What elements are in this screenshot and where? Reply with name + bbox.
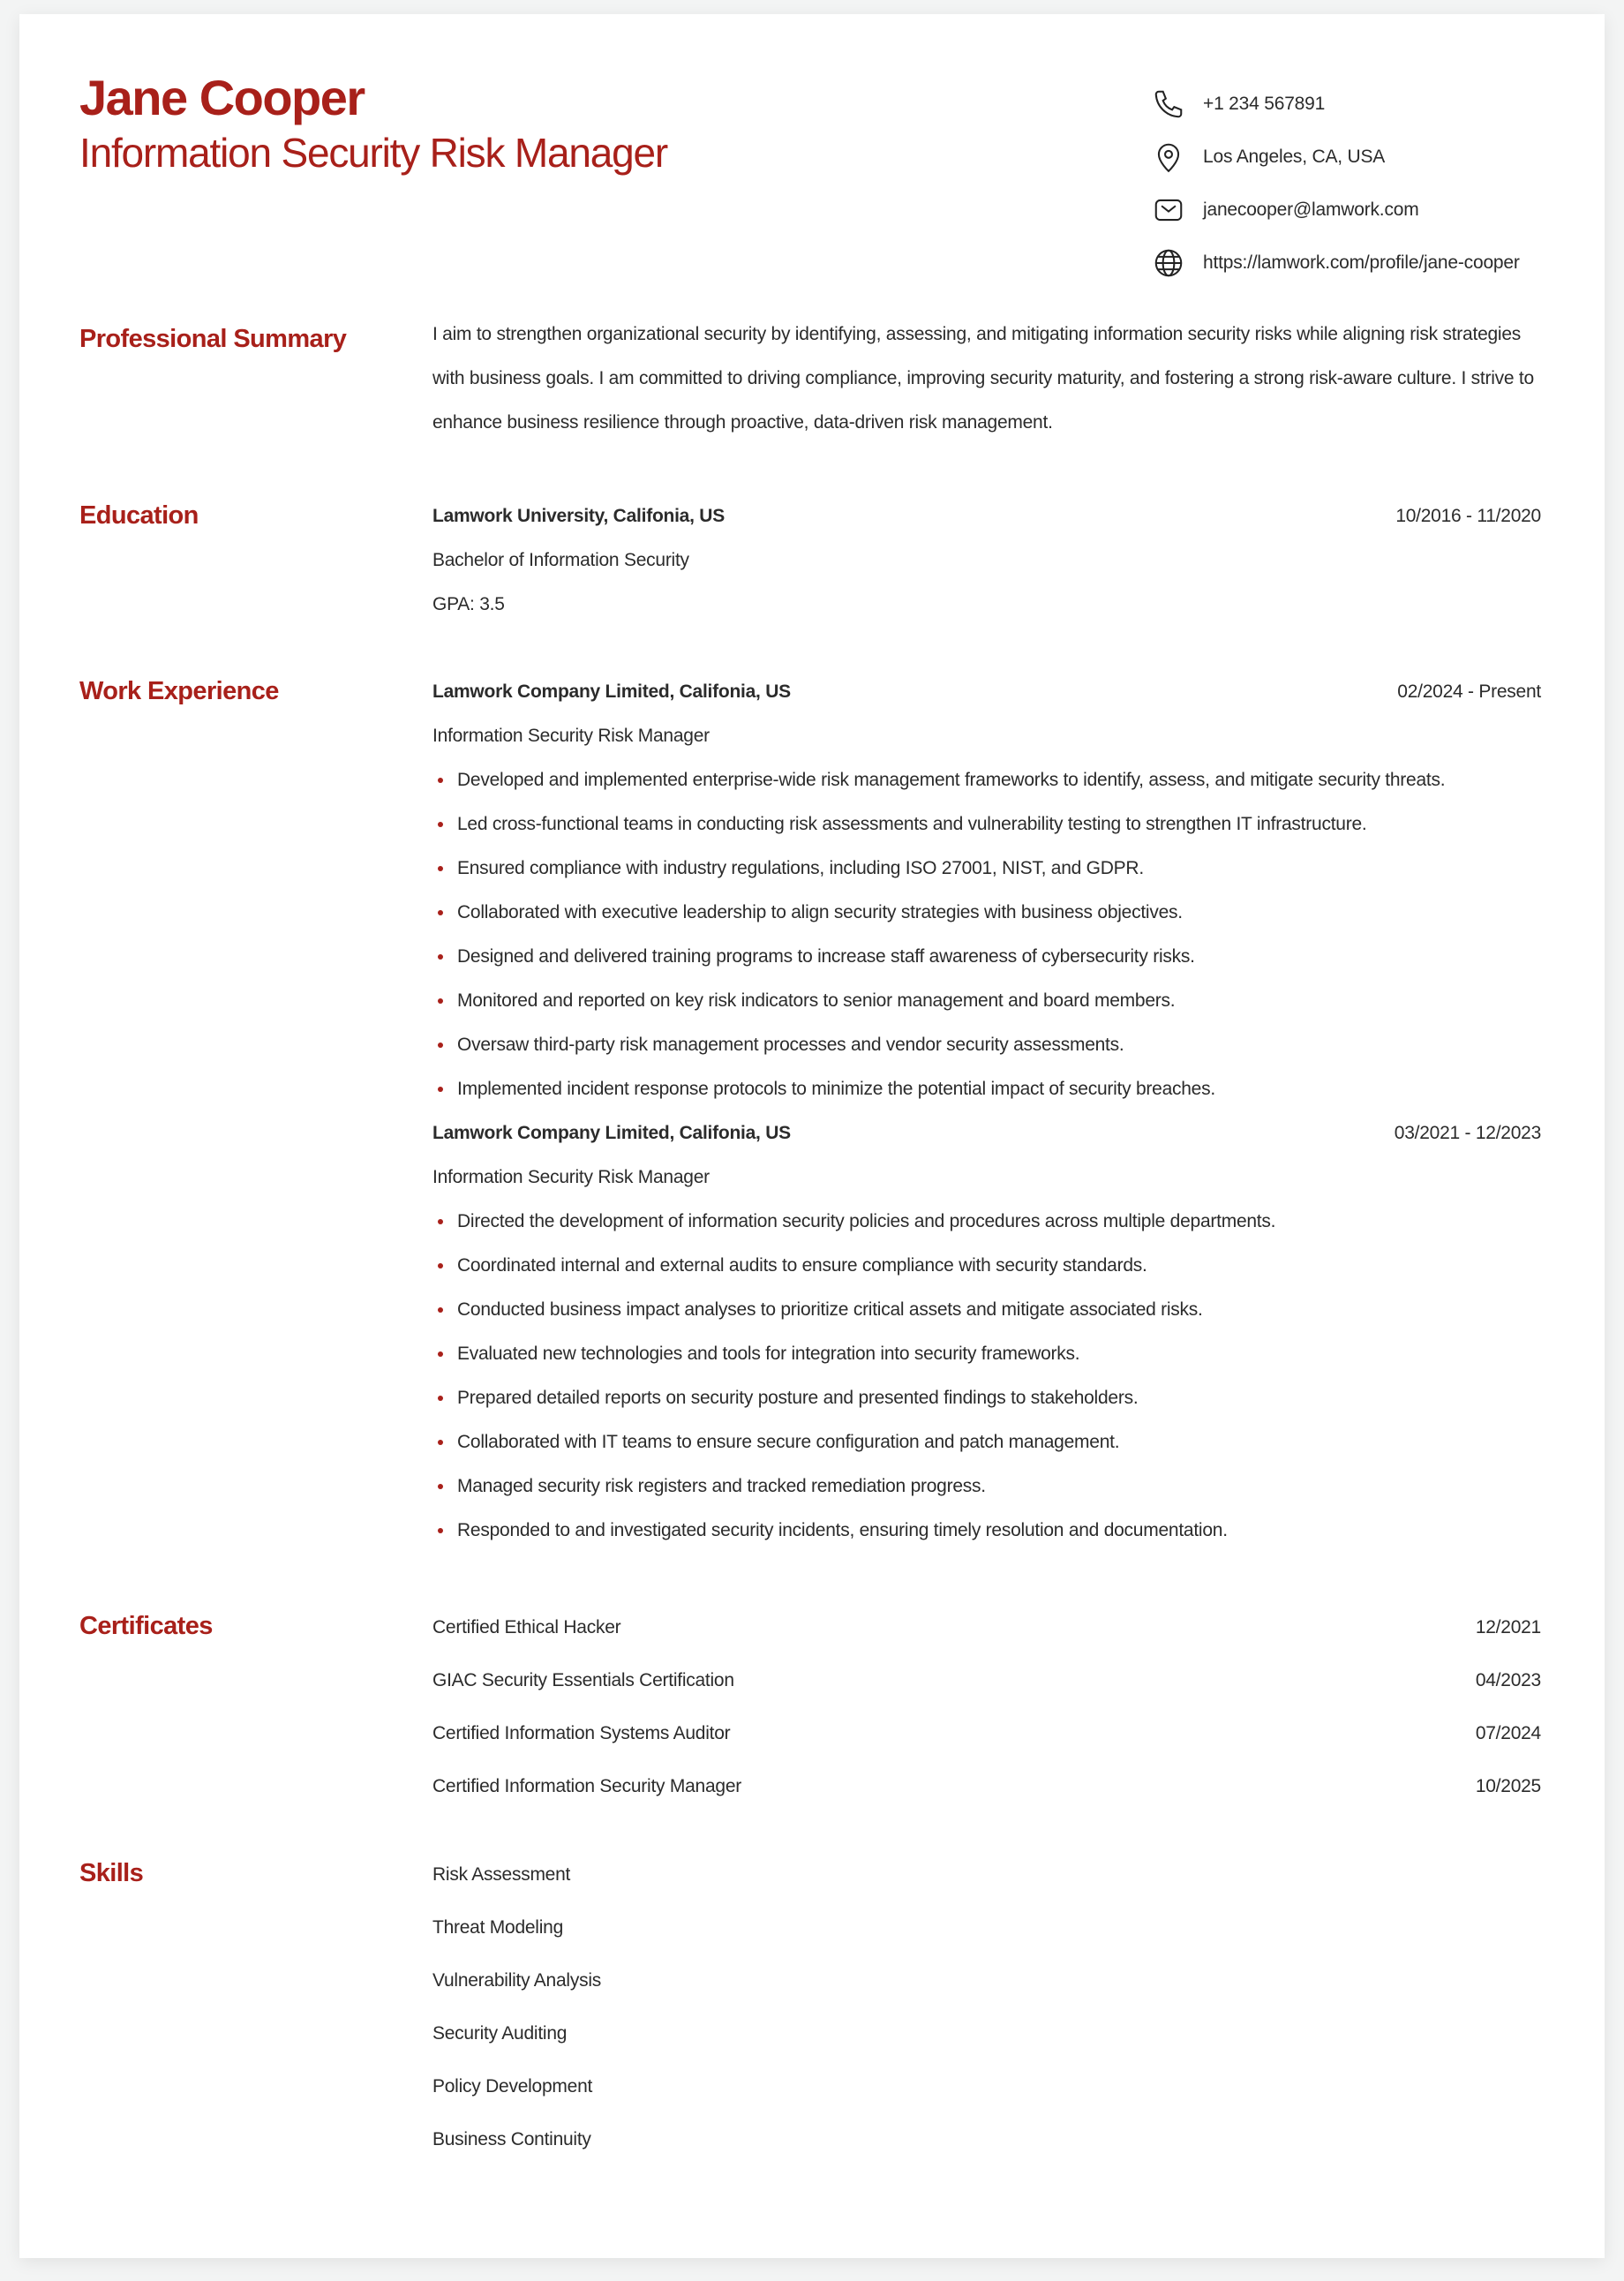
certificate-item xyxy=(432,1760,1541,1813)
website-link[interactable]: https://lamwork.com/profile/jane-cooper xyxy=(1203,252,1520,273)
job-bullet: Directed the development of information security policies and procedures across multiple departments. xyxy=(432,1200,1541,1244)
work-section xyxy=(79,677,1541,1553)
email-text[interactable]: janecooper@lamwork.com xyxy=(1203,199,1419,220)
contact-location xyxy=(1152,131,1520,184)
job-bullet: Ensured compliance with industry regulations, including ISO 27001, NIST, and GDPR. xyxy=(432,847,1541,891)
contact-phone xyxy=(1152,78,1520,131)
certificates-section xyxy=(79,1612,1541,1813)
job-bullet: Collaborated with executive leadership to align security strategies with business objectives. xyxy=(432,891,1541,935)
certificate-date: 04/2023 xyxy=(1475,1670,1541,1690)
certificate-date: 07/2024 xyxy=(1475,1723,1541,1743)
job-bullet: Developed and implemented enterprise-wide risk management frameworks to identify, assess, and mitigate security threats. xyxy=(432,758,1541,802)
summary-section xyxy=(79,325,1541,445)
job-dates: 03/2021 - 12/2023 xyxy=(1394,1123,1541,1143)
section-heading: Work Experience xyxy=(79,677,279,705)
job-entry xyxy=(432,670,1541,1111)
globe-icon xyxy=(1152,246,1185,280)
candidate-name: Jane Cooper xyxy=(79,70,365,125)
phone-icon xyxy=(1152,87,1185,121)
location-text: Los Angeles, CA, USA xyxy=(1203,147,1386,167)
job-bullet: Prepared detailed reports on security posture and presented findings to stakeholders. xyxy=(432,1376,1541,1420)
job-bullet: Led cross-functional teams in conducting risk assessments and vulnerability testing to strengthen IT infrastructure. xyxy=(432,802,1541,847)
certificate-name: GIAC Security Essentials Certification xyxy=(432,1670,734,1690)
degree: Bachelor of Information Security xyxy=(432,550,689,570)
skill-item: Risk Assessment xyxy=(432,1864,571,1885)
job-bullet: Evaluated new technologies and tools for integration into security frameworks. xyxy=(432,1332,1541,1376)
job-role: Information Security Risk Manager xyxy=(432,1167,710,1187)
certificate-date: 10/2025 xyxy=(1475,1776,1541,1796)
education-dates: 10/2016 - 11/2020 xyxy=(1395,506,1541,526)
gpa: GPA: 3.5 xyxy=(432,594,505,614)
section-heading: Education xyxy=(79,501,199,530)
school-name: Lamwork University, Califonia, US xyxy=(432,506,725,526)
certificate-name: Certified Information Security Manager xyxy=(432,1776,741,1796)
skills-section xyxy=(79,1859,1541,2166)
certificate-date: 12/2021 xyxy=(1475,1617,1541,1637)
contact-list xyxy=(1152,78,1520,290)
certificate-item xyxy=(432,1707,1541,1760)
skill-item: Threat Modeling xyxy=(432,1917,563,1938)
summary-text: I aim to strengthen organizational security by identifying, assessing, and mitigating information security risks while aligning risk strategies with business goals. I am committed to driving compliance, improving security maturity, and fostering a strong risk-aware culture. I strive to enhance business resilience through proactive, data-driven risk management. xyxy=(432,324,1534,433)
job-bullet: Responded to and investigated security incidents, ensuring timely resolution and documentation. xyxy=(432,1509,1541,1553)
job-bullet: Designed and delivered training programs to increase staff awareness of cybersecurity risks. xyxy=(432,935,1541,979)
job-role: Information Security Risk Manager xyxy=(432,726,710,746)
skill-item: Policy Development xyxy=(432,2076,593,2097)
skill-item: Security Auditing xyxy=(432,2023,568,2044)
phone-text: +1 234 567891 xyxy=(1203,94,1326,114)
contact-website[interactable] xyxy=(1152,237,1520,290)
skill-item: Vulnerability Analysis xyxy=(432,1970,601,1991)
certificate-name: Certified Information Systems Auditor xyxy=(432,1723,731,1743)
company-name: Lamwork Company Limited, Califonia, US xyxy=(432,1123,791,1143)
job-bullet: Coordinated internal and external audits to ensure compliance with security standards. xyxy=(432,1244,1541,1288)
job-dates: 02/2024 - Present xyxy=(1397,681,1541,702)
job-bullet: Conducted business impact analyses to prioritize critical assets and mitigate associated risks. xyxy=(432,1288,1541,1332)
section-heading: Skills xyxy=(79,1859,144,1887)
certificate-name: Certified Ethical Hacker xyxy=(432,1617,621,1637)
certificate-item xyxy=(432,1601,1541,1654)
contact-email[interactable] xyxy=(1152,184,1520,237)
resume-page xyxy=(19,14,1605,2258)
job-bullet: Monitored and reported on key risk indicators to senior management and board members. xyxy=(432,979,1541,1023)
company-name: Lamwork Company Limited, Califonia, US xyxy=(432,681,791,702)
job-bullet: Implemented incident response protocols to minimize the potential impact of security breaches. xyxy=(432,1067,1541,1111)
skill-item: Business Continuity xyxy=(432,2129,591,2149)
job-entry xyxy=(432,1111,1541,1553)
mail-icon xyxy=(1152,193,1185,227)
job-bullet: Managed security risk registers and tracked remediation progress. xyxy=(432,1464,1541,1509)
section-heading: Certificates xyxy=(79,1612,213,1640)
section-heading: Professional Summary xyxy=(79,325,347,353)
candidate-title: Information Security Risk Manager xyxy=(79,130,668,176)
job-bullet: Oversaw third-party risk management processes and vendor security assessments. xyxy=(432,1023,1541,1067)
education-section xyxy=(79,501,1541,627)
location-icon xyxy=(1152,140,1185,174)
job-bullet: Collaborated with IT teams to ensure secure configuration and patch management. xyxy=(432,1420,1541,1464)
certificate-item xyxy=(432,1654,1541,1707)
